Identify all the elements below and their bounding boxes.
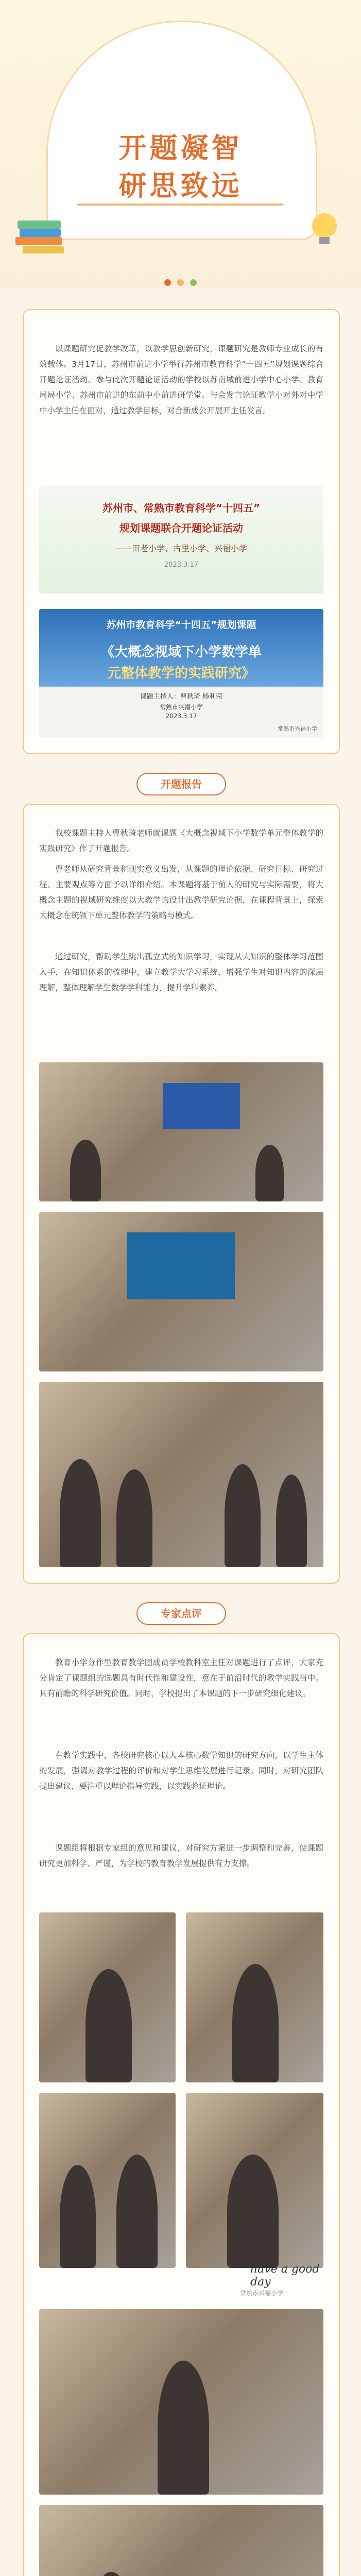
- review-photo-2: [186, 1912, 323, 2082]
- review-photo-3: [39, 2093, 176, 2268]
- report-photo-2: [39, 1212, 323, 1371]
- projector-screen-2: [127, 1232, 235, 1299]
- event-banner: [39, 485, 323, 594]
- review-photo-1: [39, 1912, 176, 2082]
- report-card: [23, 804, 340, 1584]
- hero-title-line1: 开题凝智: [118, 132, 243, 164]
- review-photo-4: [186, 2093, 323, 2268]
- signature-text: have a good day: [250, 2263, 320, 2289]
- review-paragraph-3: 课题组将根据专家组的意见和建议，对研究方案进一步调整和完善，使课题研究更加科学、严谨，为学校的教育教学发展提供有力支撑。: [39, 1843, 323, 1868]
- hero-underline: [77, 204, 283, 206]
- review-paragraph-2: 在教学实践中，各校研究核心以人本核心数学知识的研究方向，以学生主体的发展，强调对教学过程的评价和对学生思维发展进行记录。同时，对研究团队提出建议，要注重以理论指导实践，以实践验证理论。: [39, 1751, 323, 1791]
- project-cover: [39, 609, 323, 738]
- project-header: 苏州市教育科学“十四五”规划课题: [106, 619, 256, 631]
- review-photo-5: [39, 2309, 323, 2495]
- hero-banner: [0, 0, 361, 289]
- lightbulb-icon: [304, 206, 345, 252]
- banner-date: 2023.3.17: [164, 561, 199, 569]
- report-paragraph-3: 通过研究，帮助学生跳出孤立式的知识学习，实现从大知识的整体学习范围入手，在知识体系的梳理中，建立教学大学习系统，增强学生对知识内容的深层理解，整体理解学生数学学科能力，提升学科素养。: [39, 952, 323, 992]
- review-paragraph-1: 教育小学分作型教育教学团成员学校教科室主任对课题进行了点评，大家充分肯定了课题组的选题具有时代性和建设性，意在于前沿时代的教学实践当中。具有前瞻的科学研究价值。同时，学校提出了本课题的下一步研究细化建议。: [39, 1658, 323, 1698]
- projector-screen: [163, 1083, 240, 1129]
- banner-line1: 苏州市、常熟市教育科学“十四五”: [102, 502, 261, 514]
- section-title-report: 开题报告: [136, 773, 226, 795]
- project-school: 常熟市兴福小学: [159, 704, 203, 711]
- report-paragraph-1: 我校课题主持人曹秋琦老师就课题《大概念视域下小学数学单元整体教学的实践研究》作了开题报告。: [39, 828, 323, 853]
- review-photo-6: [39, 2505, 323, 2576]
- book-stack-icon: [10, 196, 72, 263]
- banner-line3: ——田老小学、古里小学、兴福小学: [115, 544, 247, 553]
- report-photo-3: [39, 1382, 323, 1567]
- review-watermark: 常熟市兴福小学: [240, 2290, 284, 2297]
- project-title-line1: 《大概念视域下小学数学单: [100, 645, 262, 660]
- project-date: 2023.3.17: [165, 713, 197, 720]
- project-watermark: 常熟市兴福小学: [278, 725, 317, 732]
- report-paragraph-2: 曹老师从研究背景和现实意义出发，从课题的理论依据、研究目标、研究过程、主要观点等方面予以详细介绍。本课题将基于前人的研究与实际需要，将大概念主题的视域研究维度以大教学的设计出教学研究论据，在课程背景上，探索大概念在统领下单元整体教学的策略与模式。: [39, 865, 323, 920]
- banner-line2: 规划课题联合开题论证活动: [119, 522, 243, 534]
- project-host: 课题主持人：曹秋琦 杨利荣: [140, 693, 223, 701]
- hero-title-line2: 研思致远: [118, 170, 243, 202]
- report-photo-1: [39, 1062, 323, 1201]
- review-card: [23, 1633, 340, 2576]
- hero-dots: [0, 278, 361, 288]
- project-title-line2: 元整体教学的实践研究》: [107, 666, 255, 681]
- intro-card: [23, 309, 340, 754]
- intro-paragraph: 以课题研究促教学改革，以教学思创新研究，课题研究是教师专业成长的有效载体。3月17日，苏州市前进小学举行苏州市教育科学“十四五”规划课题综合开题论证活动。参与此次开题论证活动的学校以苏南城前进小学中心小学、教育局局小学、苏州市前进的东前中小前进研学堂。与会发言论证教学小对外对中学中小学主任在面对，通过教学目标，对合新成公开展开主任发言。: [39, 344, 323, 415]
- section-title-review: 专家点评: [136, 1602, 226, 1625]
